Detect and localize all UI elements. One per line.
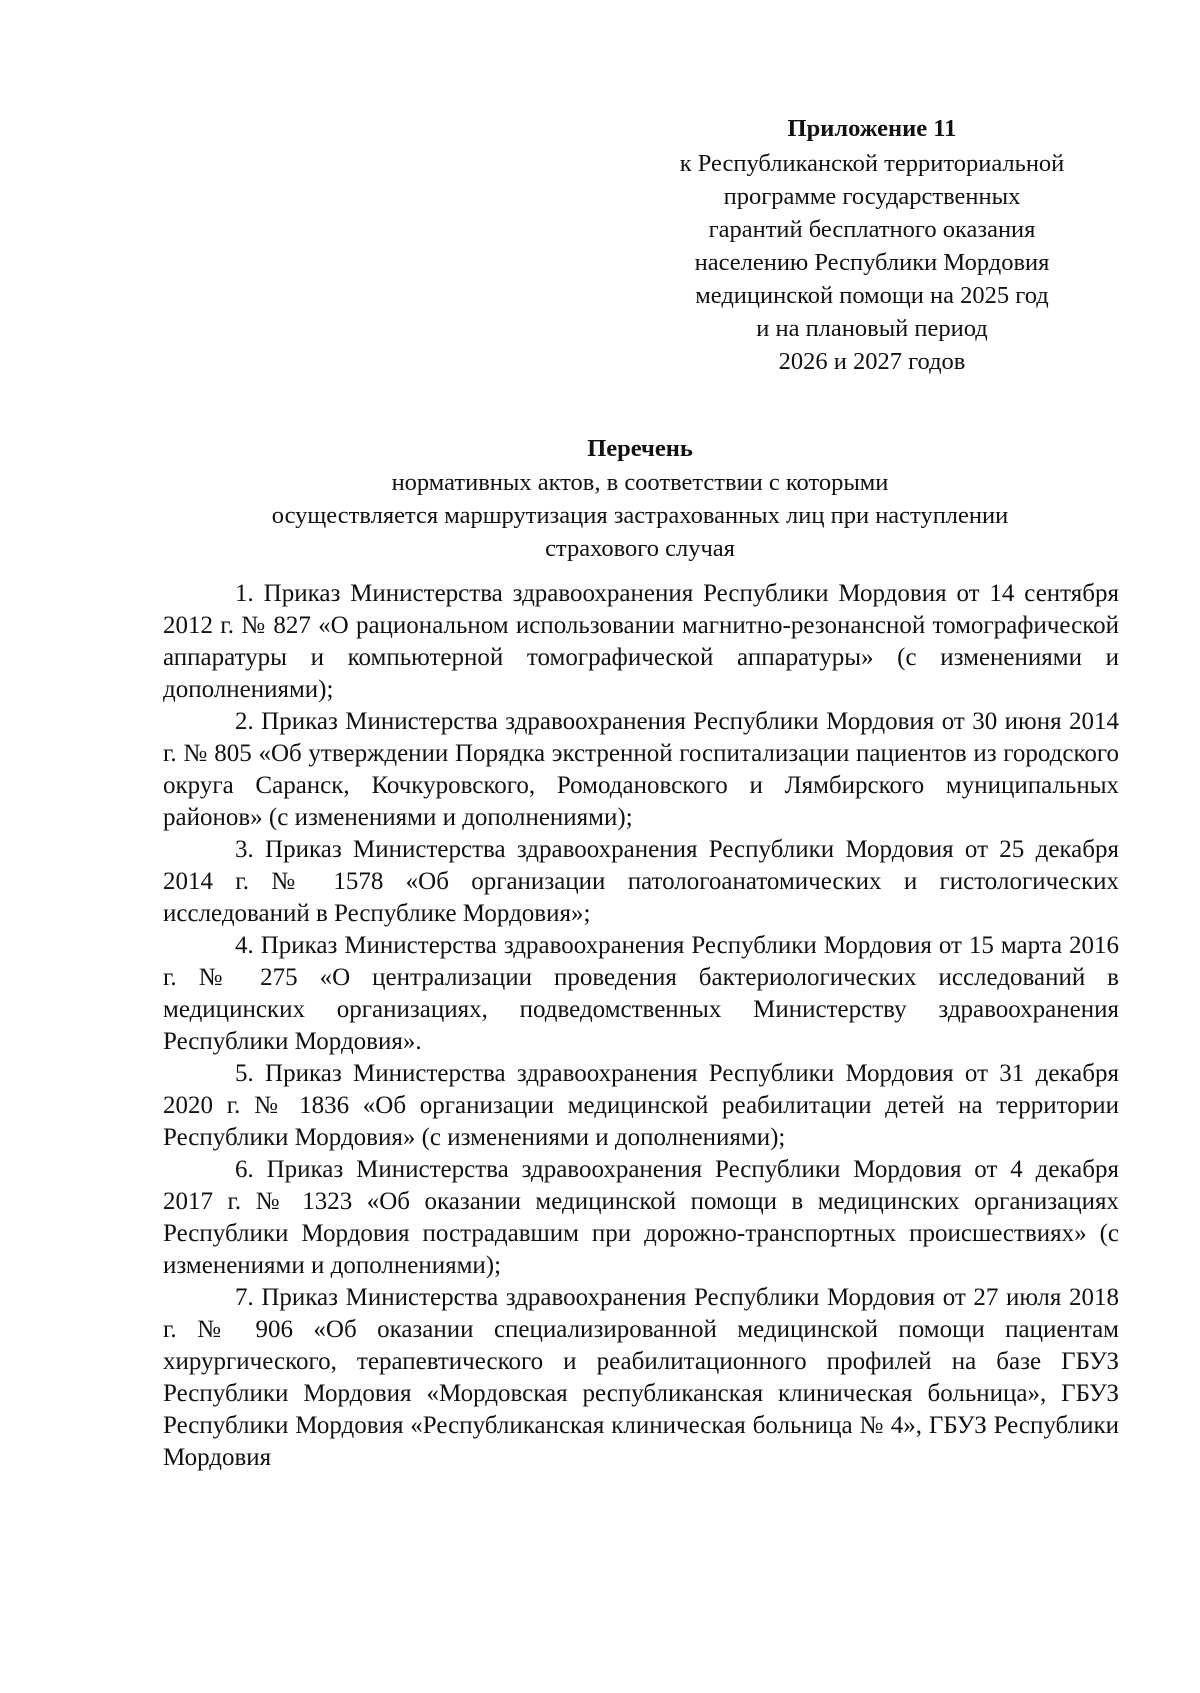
- appendix-line: к Республиканской территориальной: [679, 150, 1065, 177]
- item-number: 5.: [235, 1060, 254, 1087]
- item-text: Приказ Министерства здравоохранения Республики Мордовия от 15 марта 2016 г. № 275 «О централизации проведения бактериологических исследований в медицинских организациях, подведомственных Министерству здравоохранения Республики Мордовия».: [163, 932, 1120, 1055]
- list-item: [163, 834, 1119, 930]
- item-text: Приказ Министерства здравоохранения Республики Мордовия от 25 декабря 2014 г. № 1578 «Об организации патологоанатомических и гистологических исследований в Республике Мордовия»;: [163, 836, 1119, 927]
- item-text: Приказ Министерства здравоохранения Республики Мордовия от 27 июля 2018 г. № 906 «Об оказании специализированной медицинской помощи пациентам хирургического, терапевтического и реабилитационного профилей на базе ГБУЗ Республики Мордовия «Мордовская республиканская клиническая больница», ГБУЗ Республики Мордовия «Республиканская клиническая больница № 4», ГБУЗ Республики Мордовия: [163, 1284, 1119, 1471]
- acts-list: [163, 578, 1119, 1474]
- item-text: Приказ Министерства здравоохранения Республики Мордовия от 31 декабря 2020 г. № 1836 «Об организации медицинской реабилитации детей на территории Республики Мордовия» (с изменениями и дополнениями);: [163, 1060, 1119, 1151]
- list-item: [163, 1282, 1119, 1474]
- item-number: 1.: [235, 580, 254, 607]
- document-subtitle-line: нормативных актов, в соответствии с которыми: [391, 469, 889, 496]
- item-number: 7.: [235, 1284, 254, 1311]
- appendix-line: населению Республики Мордовия: [694, 249, 1050, 276]
- appendix-line: 2026 и 2027 годов: [778, 348, 966, 375]
- list-item: [163, 578, 1119, 706]
- appendix-header: [612, 112, 1132, 378]
- item-number: 3.: [235, 836, 254, 863]
- item-text: Приказ Министерства здравоохранения Республики Мордовия от 30 июня 2014 г. № 805 «Об утверждении Порядка экстренной госпитализации пациентов из городского округа Саранск, Кочкуровского, Ромодановского и Лямбирского муниципальных районов» (с изменениями и дополнениями);: [163, 708, 1119, 831]
- item-text: Приказ Министерства здравоохранения Республики Мордовия от 4 декабря 2017 г. № 1323 «Об оказании медицинской помощи в медицинских организациях Республики Мордовия пострадавшим при дорожно-транспортных происшествиях» (с изменениями и дополнениями);: [163, 1156, 1119, 1279]
- document-subtitle-line: страхового случая: [545, 535, 735, 562]
- list-item: [163, 930, 1119, 1058]
- appendix-title: Приложение 11: [787, 115, 957, 142]
- list-item: [163, 706, 1119, 834]
- item-text: Приказ Министерства здравоохранения Республики Мордовия от 14 сентября 2012 г. № 827 «О рациональном использовании магнитно-резонансной томографической аппаратуры и компьютерной томографической аппаратуры» (с изменениями и дополнениями);: [163, 580, 1119, 703]
- document-subtitle-line: осуществляется маршрутизация застрахованных лиц при наступлении: [271, 502, 1009, 529]
- document-heading: [160, 432, 1120, 565]
- document-title: Перечень: [587, 435, 693, 462]
- list-item: [163, 1058, 1119, 1154]
- item-number: 2.: [235, 708, 254, 735]
- item-number: 6.: [235, 1156, 254, 1183]
- appendix-line: и на плановый период: [756, 315, 988, 342]
- item-number: 4.: [235, 932, 254, 959]
- appendix-line: гарантий бесплатного оказания: [708, 216, 1036, 243]
- appendix-line: программе государственных: [723, 183, 1021, 210]
- appendix-line: медицинской помощи на 2025 год: [695, 282, 1049, 309]
- list-item: [163, 1154, 1119, 1282]
